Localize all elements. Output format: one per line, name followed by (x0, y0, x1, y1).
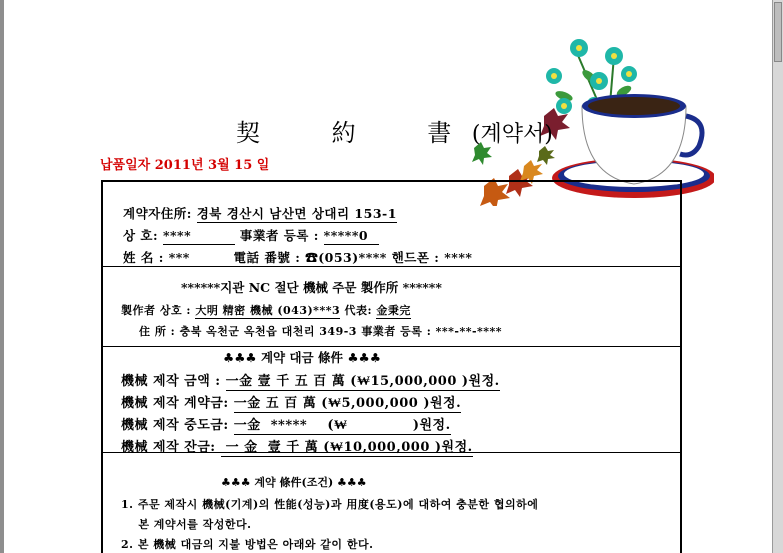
price-row-value: 一金 壹 千 五 百 萬 (₩15,000,000 )원정. (225, 374, 500, 389)
contractor-address-line (123, 204, 397, 222)
vertical-scrollbar[interactable] (772, 0, 783, 553)
maker-address-line (139, 323, 502, 339)
terms-item: 1. 주문 제작시 機械(기계)의 性能(성능)과 用度(용도)에 대하여 충분한 협의하에 (121, 498, 539, 511)
price-row-label: 機械 제작 잔금: (121, 440, 216, 455)
price-row-label: 機械 제작 계약금: (121, 396, 229, 411)
terms-item: 본 계약서를 작성한다. (121, 518, 252, 531)
rep-label: 代表: (344, 304, 373, 317)
price-row (121, 392, 461, 411)
trade-label: 상 호: (123, 228, 159, 243)
terms-heading: ♣♣♣ 계약 條件(조건) ♣♣♣ (221, 476, 367, 489)
title-korean: (계약서) (471, 122, 553, 147)
terms-section (103, 454, 680, 553)
phone-icon: ☎ (305, 250, 319, 265)
price-row (121, 370, 500, 389)
rep-value: 金秉完 (376, 304, 411, 317)
manufacturer-section (103, 266, 680, 347)
phone-label: 電話 番號 : (233, 250, 301, 265)
price-row-value: 一 金 壹 千 萬 (₩10,000,000 )원정. (220, 440, 473, 455)
name-phone-line (123, 248, 472, 266)
document-page (4, 0, 772, 553)
terms-item: 2. 본 機械 대금의 지불 방법은 아래와 같이 한다. (121, 538, 374, 551)
address-label: 계약자住所: (123, 206, 192, 221)
manufacturer-heading: ******지관 NC 절단 機械 주문 製作所 ****** (181, 280, 442, 295)
maker-address-label: 住 所 : (139, 325, 176, 338)
title-hanja: 契 約 書 (236, 119, 484, 147)
price-section (103, 346, 680, 453)
mobile-value: **** (444, 250, 473, 265)
contractor-section (103, 182, 680, 267)
maker-line (121, 302, 411, 318)
price-row-label: 機械 제작 금액 : (121, 374, 221, 389)
biz-reg-label: 事業者 등록 : (239, 228, 319, 243)
scrollbar-thumb[interactable] (774, 2, 782, 62)
price-row-label: 機械 제작 중도금: (121, 418, 229, 433)
phone-value: (053)**** (318, 250, 387, 265)
address-value: 경북 경산시 남산면 상대리 153-1 (196, 206, 397, 221)
maker-biz-reg-value: ***-**-**** (435, 325, 503, 338)
trade-value: **** (163, 228, 235, 245)
price-heading: ♣♣♣ 계약 대금 條件 ♣♣♣ (223, 350, 381, 365)
delivery-date: 납품일자 2011년 3월 15 일 (100, 158, 270, 173)
name-label: 姓 名 : (123, 250, 164, 265)
price-row-value: 一金 ***** (₩ )원정. (233, 418, 451, 433)
price-row-value: 一金 五 百 萬 (₩5,000,000 )원정. (233, 396, 462, 411)
trade-line (123, 226, 379, 245)
maker-label: 製作者 상호 : (121, 304, 191, 317)
maker-value: 大明 精密 機械 (043)***3 (195, 304, 341, 317)
price-row (121, 414, 451, 433)
biz-reg-value: *****0 (324, 228, 379, 245)
maker-biz-reg-label: 事業者 등록 : (361, 325, 432, 338)
mobile-label: 핸드폰 : (391, 250, 440, 265)
price-row (121, 436, 473, 455)
maker-address-value: 충북 옥천군 옥천읍 대천리 349-3 (179, 325, 357, 338)
contract-form (101, 180, 682, 553)
contract-title (236, 113, 553, 148)
name-value: *** (168, 250, 190, 265)
